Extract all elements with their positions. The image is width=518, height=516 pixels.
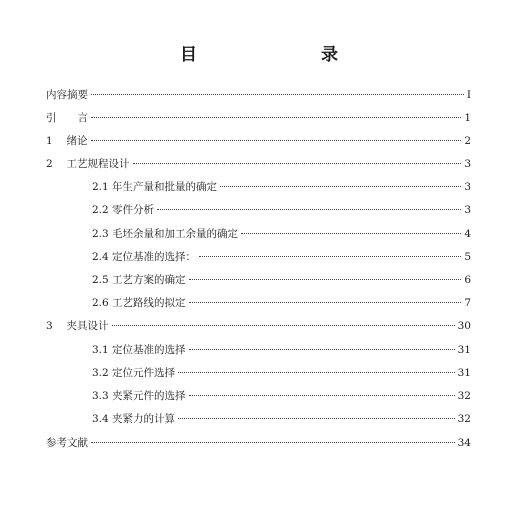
toc-leader-dots: [112, 325, 455, 326]
toc-entry-page: 3: [464, 204, 471, 216]
toc-entry-label: 3.3 夹紧元件的选择: [92, 390, 186, 402]
toc-leader-dots: [157, 209, 461, 210]
toc-entry-section-2-1[interactable]: [92, 180, 471, 194]
toc-leader-dots: [189, 302, 462, 303]
toc-entry-page: 31: [457, 344, 471, 356]
toc-entry-section-2-3[interactable]: [92, 227, 471, 241]
toc-entry-section-3-4[interactable]: [92, 412, 471, 426]
toc-leader-dots: [189, 395, 455, 396]
toc-leader-dots: [133, 163, 462, 164]
toc-entry-page: 5: [464, 251, 471, 263]
toc-entry-page: 7: [464, 297, 471, 309]
toc-entry-label: 3.2 定位元件选择: [92, 367, 176, 379]
toc-leader-dots: [91, 442, 455, 443]
toc-entry-chapter-2[interactable]: [46, 157, 471, 171]
toc-entry-label: 2.2 零件分析: [92, 204, 155, 216]
toc-entry-label: 3.1 定位基准的选择: [92, 344, 186, 356]
toc-entry-page: 1: [464, 112, 471, 124]
toc-entry-label: 3 夹具设计: [46, 320, 109, 332]
toc-leader-dots: [178, 418, 455, 419]
toc-entry-page: 31: [457, 367, 471, 379]
toc-entry-label: 2.5 工艺方案的确定: [92, 274, 186, 286]
toc-entry-introduction[interactable]: [46, 111, 471, 125]
toc-entry-page: I: [466, 89, 471, 101]
toc-entry-page: 32: [457, 390, 471, 402]
toc-entry-chapter-1[interactable]: [46, 134, 471, 148]
toc-title: 目 录: [180, 45, 368, 65]
toc-entry-label: 2 工艺规程设计: [46, 158, 130, 170]
toc-entry-section-2-4[interactable]: [92, 250, 471, 264]
toc-entry-label: 2.3 毛坯余量和加工余量的确定: [92, 228, 239, 240]
toc-entry-references[interactable]: [46, 436, 471, 450]
toc-entry-label: 内容摘要: [46, 89, 88, 101]
toc-entry-label: 引 言: [46, 112, 88, 124]
toc-entry-abstract[interactable]: [46, 88, 471, 102]
toc-entry-label: 2.1 年生产量和批量的确定: [92, 181, 218, 193]
toc-entry-page: 3: [464, 158, 471, 170]
toc-leader-dots: [178, 372, 455, 373]
toc-leader-dots: [241, 233, 461, 234]
toc-leader-dots: [91, 140, 462, 141]
toc-entry-page: 4: [464, 228, 471, 240]
toc-entry-label: 2.4 定位基准的选择：: [92, 251, 197, 263]
toc-entry-chapter-3[interactable]: [46, 319, 471, 333]
toc-entry-section-2-2[interactable]: [92, 203, 471, 217]
toc-entry-page: 2: [464, 135, 471, 147]
toc-entry-page: 3: [464, 181, 471, 193]
toc-entry-label: 3.4 夹紧力的计算: [92, 413, 176, 425]
toc-leader-dots: [91, 94, 464, 95]
toc-entry-page: 6: [464, 274, 471, 286]
toc-entry-section-3-2[interactable]: [92, 366, 471, 380]
toc-entry-section-2-5[interactable]: [92, 273, 471, 287]
toc-entry-page: 32: [457, 413, 471, 425]
toc-entry-section-2-6[interactable]: [92, 296, 471, 310]
toc-entry-section-3-3[interactable]: [92, 389, 471, 403]
toc-leader-dots: [199, 256, 461, 257]
toc-leader-dots: [220, 186, 461, 187]
toc-leader-dots: [189, 349, 455, 350]
toc-entry-section-3-1[interactable]: [92, 343, 471, 357]
toc-leader-dots: [91, 117, 461, 118]
toc-entry-page: 34: [457, 437, 471, 449]
toc-entry-label: 2.6 工艺路线的拟定: [92, 297, 186, 309]
toc-entry-label: 参考文献: [46, 437, 88, 449]
toc-entry-label: 1 绪论: [46, 135, 88, 147]
toc-leader-dots: [189, 279, 462, 280]
toc-entry-page: 30: [457, 320, 471, 332]
